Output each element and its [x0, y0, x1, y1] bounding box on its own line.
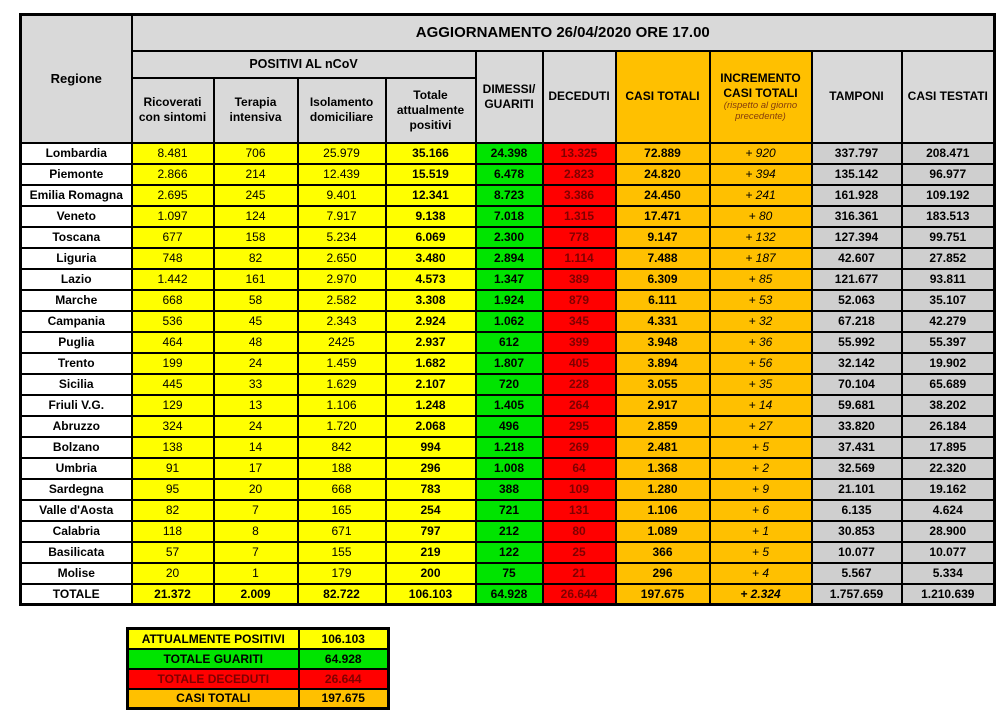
- col-header-isolamento: Isolamento domiciliare: [298, 78, 386, 143]
- incremento-cell: + 56: [710, 353, 812, 374]
- ricoverati-cell: 464: [132, 332, 214, 353]
- col-header-dimessi-guariti: DIMESSI/ GUARITI: [476, 51, 543, 143]
- casi-totali-cell: 4.331: [616, 311, 710, 332]
- dimessi-guariti-cell: 7.018: [476, 206, 543, 227]
- terapia-intensiva-cell: 7: [214, 542, 298, 563]
- col-header-incremento: [710, 51, 812, 143]
- isolamento-cell: 9.401: [298, 185, 386, 206]
- deceduti-cell: 778: [543, 227, 616, 248]
- tamponi-cell: 127.394: [812, 227, 902, 248]
- ricoverati-cell: 324: [132, 416, 214, 437]
- terapia-intensiva-cell: 82: [214, 248, 298, 269]
- summary-value: 106.103: [299, 629, 389, 649]
- ricoverati-cell: 57: [132, 542, 214, 563]
- totale-positivi-cell: 3.308: [386, 290, 476, 311]
- incremento-cell: + 35: [710, 374, 812, 395]
- dimessi-guariti-cell: 1.218: [476, 437, 543, 458]
- dimessi-guariti-cell: 388: [476, 479, 543, 500]
- terapia-intensiva-cell: 17: [214, 458, 298, 479]
- isolamento-cell: 2425: [298, 332, 386, 353]
- totale-positivi-cell: 994: [386, 437, 476, 458]
- table-row: [21, 164, 995, 185]
- col-header-casi-totali: CASI TOTALI: [616, 51, 710, 143]
- incremento-cell: + 36: [710, 332, 812, 353]
- terapia-intensiva-cell: 214: [214, 164, 298, 185]
- incremento-cell: + 5: [710, 437, 812, 458]
- table-row: [21, 332, 995, 353]
- region-column-header: Regione: [21, 15, 132, 143]
- region-name: Sardegna: [21, 479, 132, 500]
- casi-testati-cell: 26.184: [902, 416, 995, 437]
- incremento-header-line1: INCREMENTO: [720, 71, 801, 86]
- casi-totali-cell: 7.488: [616, 248, 710, 269]
- isolamento-cell: 842: [298, 437, 386, 458]
- terapia-intensiva-cell: 48: [214, 332, 298, 353]
- casi-totali-cell: 24.820: [616, 164, 710, 185]
- incremento-cell: + 241: [710, 185, 812, 206]
- terapia-intensiva-cell: 14: [214, 437, 298, 458]
- deceduti-cell: 295: [543, 416, 616, 437]
- dimessi-guariti-cell: 1.924: [476, 290, 543, 311]
- tamponi-cell: 70.104: [812, 374, 902, 395]
- summary-label: TOTALE DECEDUTI: [128, 669, 299, 689]
- casi-totali-cell: 17.471: [616, 206, 710, 227]
- dimessi-guariti-cell: 1.008: [476, 458, 543, 479]
- region-name: Umbria: [21, 458, 132, 479]
- casi-testati-cell: 27.852: [902, 248, 995, 269]
- region-name: Bolzano: [21, 437, 132, 458]
- summary-label: TOTALE GUARITI: [128, 649, 299, 669]
- casi-testati-cell: 19.902: [902, 353, 995, 374]
- col-header-deceduti: DECEDUTI: [543, 51, 616, 143]
- ricoverati-cell: 21.372: [132, 584, 214, 605]
- deceduti-cell: 389: [543, 269, 616, 290]
- isolamento-cell: 1.459: [298, 353, 386, 374]
- totale-positivi-cell: 1.682: [386, 353, 476, 374]
- dimessi-guariti-cell: 8.723: [476, 185, 543, 206]
- incremento-cell: + 80: [710, 206, 812, 227]
- deceduti-cell: 64: [543, 458, 616, 479]
- positivi-group-header: POSITIVI AL nCoV: [132, 51, 476, 78]
- ricoverati-cell: 95: [132, 479, 214, 500]
- deceduti-cell: 399: [543, 332, 616, 353]
- totale-positivi-cell: 1.248: [386, 395, 476, 416]
- region-name: Campania: [21, 311, 132, 332]
- dimessi-guariti-cell: 496: [476, 416, 543, 437]
- tamponi-cell: 67.218: [812, 311, 902, 332]
- tamponi-cell: 59.681: [812, 395, 902, 416]
- incremento-cell: + 132: [710, 227, 812, 248]
- casi-testati-cell: 22.320: [902, 458, 995, 479]
- isolamento-cell: 82.722: [298, 584, 386, 605]
- summary-value: 26.644: [299, 669, 389, 689]
- col-header-terapia-intensiva: Terapia intensiva: [214, 78, 298, 143]
- isolamento-cell: 1.720: [298, 416, 386, 437]
- incremento-cell: + 920: [710, 143, 812, 164]
- region-name: Trento: [21, 353, 132, 374]
- totale-positivi-cell: 35.166: [386, 143, 476, 164]
- tamponi-cell: 55.992: [812, 332, 902, 353]
- ricoverati-cell: 8.481: [132, 143, 214, 164]
- casi-testati-cell: 1.210.639: [902, 584, 995, 605]
- summary-body: [128, 629, 389, 709]
- casi-totali-cell: 1.106: [616, 500, 710, 521]
- region-name: Lombardia: [21, 143, 132, 164]
- ricoverati-cell: 20: [132, 563, 214, 584]
- dimessi-guariti-cell: 1.405: [476, 395, 543, 416]
- casi-totali-cell: 1.089: [616, 521, 710, 542]
- terapia-intensiva-cell: 58: [214, 290, 298, 311]
- totale-positivi-cell: 9.138: [386, 206, 476, 227]
- ricoverati-cell: 2.866: [132, 164, 214, 185]
- casi-testati-cell: 19.162: [902, 479, 995, 500]
- dimessi-guariti-cell: 122: [476, 542, 543, 563]
- terapia-intensiva-cell: 20: [214, 479, 298, 500]
- dimessi-guariti-cell: 720: [476, 374, 543, 395]
- casi-testati-cell: 109.192: [902, 185, 995, 206]
- summary-table: [126, 627, 390, 710]
- dimessi-guariti-cell: 24.398: [476, 143, 543, 164]
- casi-totali-cell: 6.111: [616, 290, 710, 311]
- dimessi-guariti-cell: 1.347: [476, 269, 543, 290]
- totale-positivi-cell: 219: [386, 542, 476, 563]
- region-name: Molise: [21, 563, 132, 584]
- deceduti-cell: 345: [543, 311, 616, 332]
- region-name: Abruzzo: [21, 416, 132, 437]
- incremento-header-note: (rispetto al giorno precedente): [723, 100, 798, 122]
- casi-totali-cell: 2.481: [616, 437, 710, 458]
- region-name: Marche: [21, 290, 132, 311]
- incremento-cell: + 53: [710, 290, 812, 311]
- totale-positivi-cell: 254: [386, 500, 476, 521]
- dimessi-guariti-cell: 2.894: [476, 248, 543, 269]
- casi-testati-cell: 38.202: [902, 395, 995, 416]
- casi-totali-cell: 24.450: [616, 185, 710, 206]
- region-name: Calabria: [21, 521, 132, 542]
- dimessi-guariti-cell: 612: [476, 332, 543, 353]
- casi-totali-cell: 6.309: [616, 269, 710, 290]
- casi-testati-cell: 4.624: [902, 500, 995, 521]
- terapia-intensiva-cell: 24: [214, 353, 298, 374]
- totale-positivi-cell: 2.068: [386, 416, 476, 437]
- isolamento-cell: 668: [298, 479, 386, 500]
- isolamento-cell: 12.439: [298, 164, 386, 185]
- tamponi-cell: 33.820: [812, 416, 902, 437]
- casi-totali-cell: 3.055: [616, 374, 710, 395]
- table-row: [21, 269, 995, 290]
- region-name: Veneto: [21, 206, 132, 227]
- totale-positivi-cell: 15.519: [386, 164, 476, 185]
- table-row: [21, 437, 995, 458]
- table-row: [21, 395, 995, 416]
- tamponi-cell: 32.142: [812, 353, 902, 374]
- deceduti-cell: 13.325: [543, 143, 616, 164]
- deceduti-cell: 264: [543, 395, 616, 416]
- casi-totali-cell: 72.889: [616, 143, 710, 164]
- terapia-intensiva-cell: 706: [214, 143, 298, 164]
- totale-positivi-cell: 4.573: [386, 269, 476, 290]
- tamponi-cell: 1.757.659: [812, 584, 902, 605]
- incremento-cell: + 4: [710, 563, 812, 584]
- region-name: Liguria: [21, 248, 132, 269]
- totale-positivi-cell: 3.480: [386, 248, 476, 269]
- dimessi-guariti-cell: 64.928: [476, 584, 543, 605]
- dimessi-guariti-cell: 6.478: [476, 164, 543, 185]
- casi-totali-cell: 9.147: [616, 227, 710, 248]
- casi-testati-cell: 5.334: [902, 563, 995, 584]
- incremento-cell: + 5: [710, 542, 812, 563]
- ricoverati-cell: 199: [132, 353, 214, 374]
- table-row: [21, 374, 995, 395]
- casi-totali-cell: 1.368: [616, 458, 710, 479]
- table-row: [21, 563, 995, 584]
- dimessi-guariti-cell: 721: [476, 500, 543, 521]
- ricoverati-cell: 2.695: [132, 185, 214, 206]
- terapia-intensiva-cell: 33: [214, 374, 298, 395]
- summary-value: 197.675: [299, 689, 389, 709]
- summary-row: [128, 669, 389, 689]
- isolamento-cell: 188: [298, 458, 386, 479]
- summary-row: [128, 649, 389, 669]
- tamponi-cell: 6.135: [812, 500, 902, 521]
- deceduti-cell: 109: [543, 479, 616, 500]
- terapia-intensiva-cell: 245: [214, 185, 298, 206]
- terapia-intensiva-cell: 13: [214, 395, 298, 416]
- deceduti-cell: 25: [543, 542, 616, 563]
- deceduti-cell: 879: [543, 290, 616, 311]
- table-row: [21, 416, 995, 437]
- totale-positivi-cell: 296: [386, 458, 476, 479]
- incremento-cell: + 27: [710, 416, 812, 437]
- ricoverati-cell: 445: [132, 374, 214, 395]
- incremento-cell: + 187: [710, 248, 812, 269]
- incremento-cell: + 6: [710, 500, 812, 521]
- casi-totali-cell: 197.675: [616, 584, 710, 605]
- total-row: [21, 584, 995, 605]
- table-row: [21, 500, 995, 521]
- dimessi-guariti-cell: 75: [476, 563, 543, 584]
- tamponi-cell: 135.142: [812, 164, 902, 185]
- casi-totali-cell: 1.280: [616, 479, 710, 500]
- region-name: Basilicata: [21, 542, 132, 563]
- deceduti-cell: 269: [543, 437, 616, 458]
- col-header-tamponi: TAMPONI: [812, 51, 902, 143]
- terapia-intensiva-cell: 24: [214, 416, 298, 437]
- summary-row: [128, 689, 389, 709]
- dimessi-guariti-cell: 212: [476, 521, 543, 542]
- tamponi-cell: 21.101: [812, 479, 902, 500]
- casi-totali-cell: 366: [616, 542, 710, 563]
- terapia-intensiva-cell: 8: [214, 521, 298, 542]
- casi-totali-cell: 2.859: [616, 416, 710, 437]
- ricoverati-cell: 91: [132, 458, 214, 479]
- summary-label: ATTUALMENTE POSITIVI: [128, 629, 299, 649]
- tamponi-cell: 30.853: [812, 521, 902, 542]
- region-name: Puglia: [21, 332, 132, 353]
- totale-positivi-cell: 6.069: [386, 227, 476, 248]
- table-title: AGGIORNAMENTO 26/04/2020 ORE 17.00: [132, 15, 995, 51]
- ricoverati-cell: 138: [132, 437, 214, 458]
- deceduti-cell: 228: [543, 374, 616, 395]
- incremento-cell: + 85: [710, 269, 812, 290]
- isolamento-cell: 2.970: [298, 269, 386, 290]
- deceduti-cell: 21: [543, 563, 616, 584]
- terapia-intensiva-cell: 7: [214, 500, 298, 521]
- isolamento-cell: 2.582: [298, 290, 386, 311]
- totale-positivi-cell: 12.341: [386, 185, 476, 206]
- tamponi-cell: 32.569: [812, 458, 902, 479]
- casi-testati-cell: 55.397: [902, 332, 995, 353]
- casi-testati-cell: 28.900: [902, 521, 995, 542]
- totale-positivi-cell: 2.924: [386, 311, 476, 332]
- totale-positivi-cell: 797: [386, 521, 476, 542]
- incremento-header-line2: CASI TOTALI: [723, 86, 798, 101]
- casi-testati-cell: 99.751: [902, 227, 995, 248]
- totale-positivi-cell: 106.103: [386, 584, 476, 605]
- deceduti-cell: 2.823: [543, 164, 616, 185]
- casi-testati-cell: 35.107: [902, 290, 995, 311]
- region-name: TOTALE: [21, 584, 132, 605]
- table-row: [21, 521, 995, 542]
- tamponi-cell: 5.567: [812, 563, 902, 584]
- deceduti-cell: 80: [543, 521, 616, 542]
- casi-testati-cell: 93.811: [902, 269, 995, 290]
- incremento-cell: + 9: [710, 479, 812, 500]
- isolamento-cell: 671: [298, 521, 386, 542]
- ricoverati-cell: 536: [132, 311, 214, 332]
- isolamento-cell: 179: [298, 563, 386, 584]
- isolamento-cell: 25.979: [298, 143, 386, 164]
- deceduti-cell: 1.315: [543, 206, 616, 227]
- incremento-cell: + 2.324: [710, 584, 812, 605]
- terapia-intensiva-cell: 158: [214, 227, 298, 248]
- tamponi-cell: 161.928: [812, 185, 902, 206]
- table-row: [21, 458, 995, 479]
- table-row: [21, 290, 995, 311]
- isolamento-cell: 2.343: [298, 311, 386, 332]
- deceduti-cell: 131: [543, 500, 616, 521]
- isolamento-cell: 2.650: [298, 248, 386, 269]
- casi-totali-cell: 296: [616, 563, 710, 584]
- isolamento-cell: 1.106: [298, 395, 386, 416]
- dimessi-guariti-cell: 1.062: [476, 311, 543, 332]
- incremento-cell: + 2: [710, 458, 812, 479]
- col-header-totale-positivi: Totale attualmente positivi: [386, 78, 476, 143]
- deceduti-cell: 405: [543, 353, 616, 374]
- region-name: Lazio: [21, 269, 132, 290]
- casi-testati-cell: 10.077: [902, 542, 995, 563]
- tamponi-cell: 121.677: [812, 269, 902, 290]
- ricoverati-cell: 1.442: [132, 269, 214, 290]
- ricoverati-cell: 82: [132, 500, 214, 521]
- summary-row: [128, 629, 389, 649]
- ricoverati-cell: 1.097: [132, 206, 214, 227]
- table-row: [21, 542, 995, 563]
- tamponi-cell: 37.431: [812, 437, 902, 458]
- table-row: [21, 143, 995, 164]
- deceduti-cell: 1.114: [543, 248, 616, 269]
- totale-positivi-cell: 783: [386, 479, 476, 500]
- region-name: Piemonte: [21, 164, 132, 185]
- terapia-intensiva-cell: 45: [214, 311, 298, 332]
- casi-testati-cell: 208.471: [902, 143, 995, 164]
- region-name: Emilia Romagna: [21, 185, 132, 206]
- isolamento-cell: 165: [298, 500, 386, 521]
- terapia-intensiva-cell: 161: [214, 269, 298, 290]
- isolamento-cell: 5.234: [298, 227, 386, 248]
- casi-totali-cell: 3.948: [616, 332, 710, 353]
- dimessi-guariti-cell: 2.300: [476, 227, 543, 248]
- incremento-cell: + 32: [710, 311, 812, 332]
- ricoverati-cell: 668: [132, 290, 214, 311]
- table-row: [21, 206, 995, 227]
- table-row: [21, 248, 995, 269]
- isolamento-cell: 7.917: [298, 206, 386, 227]
- ricoverati-cell: 118: [132, 521, 214, 542]
- terapia-intensiva-cell: 2.009: [214, 584, 298, 605]
- casi-testati-cell: 17.895: [902, 437, 995, 458]
- region-name: Sicilia: [21, 374, 132, 395]
- summary-value: 64.928: [299, 649, 389, 669]
- deceduti-cell: 3.386: [543, 185, 616, 206]
- casi-testati-cell: 183.513: [902, 206, 995, 227]
- region-name: Valle d'Aosta: [21, 500, 132, 521]
- tamponi-cell: 316.361: [812, 206, 902, 227]
- tamponi-cell: 337.797: [812, 143, 902, 164]
- table-row: [21, 479, 995, 500]
- group-header-row: [21, 51, 995, 78]
- region-name: Toscana: [21, 227, 132, 248]
- ricoverati-cell: 748: [132, 248, 214, 269]
- tamponi-cell: 52.063: [812, 290, 902, 311]
- incremento-cell: + 394: [710, 164, 812, 185]
- casi-testati-cell: 65.689: [902, 374, 995, 395]
- tamponi-cell: 10.077: [812, 542, 902, 563]
- table-row: [21, 185, 995, 206]
- totale-positivi-cell: 2.937: [386, 332, 476, 353]
- isolamento-cell: 1.629: [298, 374, 386, 395]
- incremento-cell: + 14: [710, 395, 812, 416]
- terapia-intensiva-cell: 1: [214, 563, 298, 584]
- ricoverati-cell: 129: [132, 395, 214, 416]
- incremento-cell: + 1: [710, 521, 812, 542]
- totale-positivi-cell: 200: [386, 563, 476, 584]
- dimessi-guariti-cell: 1.807: [476, 353, 543, 374]
- region-name: Friuli V.G.: [21, 395, 132, 416]
- deceduti-cell: 26.644: [543, 584, 616, 605]
- terapia-intensiva-cell: 124: [214, 206, 298, 227]
- casi-totali-cell: 2.917: [616, 395, 710, 416]
- casi-testati-cell: 42.279: [902, 311, 995, 332]
- table-row: [21, 353, 995, 374]
- summary-label: CASI TOTALI: [128, 689, 299, 709]
- col-header-ricoverati: Ricoverati con sintomi: [132, 78, 214, 143]
- casi-testati-cell: 96.977: [902, 164, 995, 185]
- tamponi-cell: 42.607: [812, 248, 902, 269]
- table-row: [21, 311, 995, 332]
- covid-regional-table: [19, 13, 996, 606]
- table-row: [21, 227, 995, 248]
- isolamento-cell: 155: [298, 542, 386, 563]
- title-row: [21, 15, 995, 51]
- col-header-casi-testati: CASI TESTATI: [902, 51, 995, 143]
- casi-totali-cell: 3.894: [616, 353, 710, 374]
- table-body: [21, 143, 995, 605]
- totale-positivi-cell: 2.107: [386, 374, 476, 395]
- ricoverati-cell: 677: [132, 227, 214, 248]
